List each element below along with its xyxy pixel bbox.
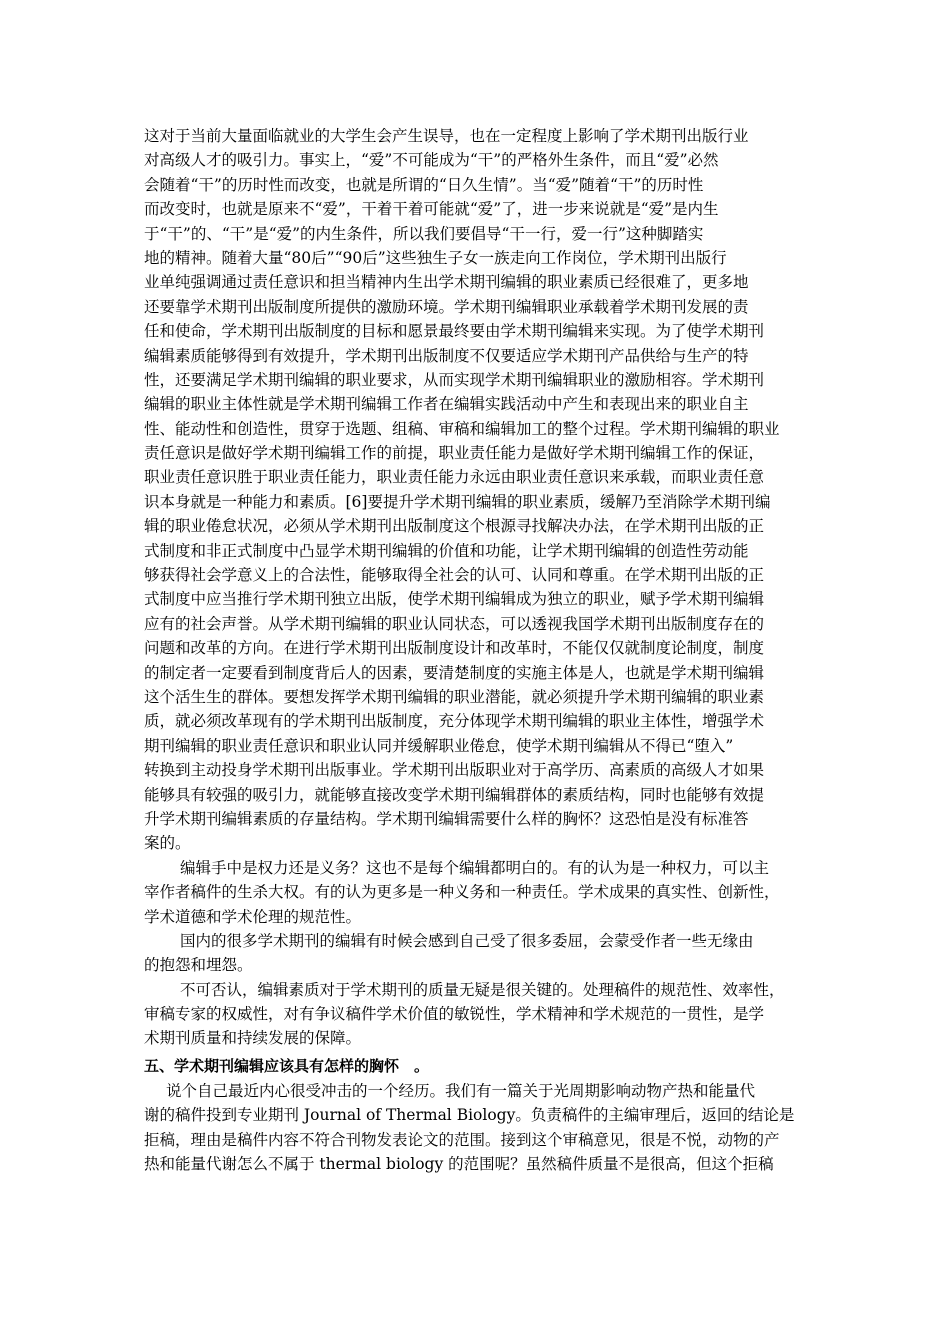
text-line: 职业责任意识胜于职业责任能力，职业责任能力永远由职业责任意识来承载，而职业责任意 — [144, 468, 765, 487]
text-line: 能够具有较强的吸引力，就能够直接改变学术期刊编辑群体的素质结构，同时也能够有效提 — [144, 785, 765, 804]
text-line: 问题和改革的方向。在进行学术期刊出版制度设计和改革时，不能仅仅就制度论制度，制度 — [144, 639, 765, 658]
text-line: 说个自己最近内心很受冲击的一个经历。我们有一篇关于光周期影响动物产热和能量代 — [166, 1081, 756, 1100]
text-line: 对高级人才的吸引力。事实上，“爱”不可能成为“干”的严格外生条件，而且“爱”必然 — [144, 151, 719, 170]
text-line: 式制度中应当推行学术期刊独立出版，使学术期刊编辑成为独立的职业，赋予学术期刊编辑 — [144, 590, 765, 609]
text-line: 会随着“干”的历时性而改变，也就是所谓的“日久生情”。当“爱”随着“干”的历时性 — [144, 175, 704, 194]
text-line: 的制定者一定要看到制度背后人的因素，要清楚制度的实施主体是人，也就是学术期刊编辑 — [144, 663, 765, 682]
text-line: 识本身就是一种能力和素质。[6]要提升学术期刊编辑的职业素质，缓解乃至消除学术期刊编 — [144, 492, 771, 511]
text-line: 学术道德和学术伦理的规范性。 — [144, 907, 362, 926]
text-line: 编辑素质能够得到有效提升，学术期刊出版制度不仅要适应学术期刊产品供给与生产的特 — [144, 346, 749, 365]
text-line: 审稿专家的权威性，对有争议稿件学术价值的敏锐性，学术精神和学术规范的一贯性，是学 — [144, 1005, 765, 1024]
text-line: 还要靠学术期刊出版制度所提供的激励环境。学术期刊编辑职业承载着学术期刊发展的责 — [144, 297, 749, 316]
text-line: 谢的稿件投到专业期刊 Journal of Thermal Biology。负责稿件的主编审理后，返回的结论是 — [144, 1106, 795, 1125]
paragraph-continuation — [144, 124, 812, 856]
text-line: 辑的职业倦怠状况，必须从学术期刊出版制度这个根源寻找解决办法，在学术期刊出版的正 — [144, 517, 765, 536]
paragraph-editor-grievance — [144, 929, 812, 978]
paragraph-personal-experience — [144, 1079, 812, 1177]
text-line: 的抱怨和埋怨。 — [144, 956, 253, 975]
text-line: 这对于当前大量面临就业的大学生会产生误导，也在一定程度上影响了学术期刊出版行业 — [144, 127, 749, 145]
text-line: 拒稿，理由是稿件内容不符合刊物发表论文的范围。接到这个审稿意见，很是不悦，动物的产 — [144, 1130, 780, 1149]
text-line: 编辑手中是权力还是义务？这也不是每个编辑都明白的。有的认为是一种权力，可以主 — [180, 858, 770, 877]
text-line: 术期刊质量和持续发展的保障。 — [144, 1029, 362, 1048]
text-line: 编辑的职业主体性就是学术期刊编辑工作者在编辑实践活动中产生和表现出来的职业自主 — [144, 395, 749, 414]
text-line: 任和使命，学术期刊出版制度的目标和愿景最终要由学术期刊编辑来实现。为了使学术期刊 — [144, 322, 765, 341]
section-heading-five: 五、学术期刊编辑应该具有怎样的胸怀 。 — [144, 1056, 430, 1075]
text-line: 转换到主动投身学术期刊出版事业。学术期刊出版职业对于高学历、高素质的高级人才如果 — [144, 761, 765, 780]
text-line: 性、能动性和创造性，贯穿于选题、组稿、审稿和编辑加工的整个过程。学术期刊编辑的职业 — [144, 419, 780, 438]
text-line: 质，就必须改革现有的学术期刊出版制度，充分体现学术期刊编辑的职业主体性，增强学术 — [144, 712, 765, 731]
text-line: 性，还要满足学术期刊编辑的职业要求，从而实现学术期刊编辑职业的激励相容。学术期刊 — [144, 370, 765, 389]
text-line: 宰作者稿件的生杀大权。有的认为更多是一种义务和一种责任。学术成果的真实性、创新性， — [144, 883, 780, 902]
text-line: 国内的很多学术期刊的编辑有时候会感到自己受了很多委屈，会蒙受作者一些无缘由 — [180, 931, 754, 950]
text-line: 地的精神。随着大量“80后”“90后”这些独生子女一族走向工作岗位，学术期刊出版行 — [144, 248, 727, 267]
paragraph-editor-power — [144, 856, 812, 929]
document-body — [144, 124, 812, 1176]
text-line: 升学术期刊编辑素质的存量结构。学术期刊编辑需要什么样的胸怀？这恐怕是没有标准答 — [144, 809, 749, 828]
text-line: 热和能量代谢怎么不属于 thermal biology 的范围呢？虽然稿件质量不是很高，但这个拒稿 — [144, 1155, 774, 1174]
text-line: 而改变时，也就是原来不“爱”，干着干着可能就“爱”了，进一步来说就是“爱”是内生 — [144, 200, 719, 219]
text-line: 业单纯强调通过责任意识和担当精神内生出学术期刊编辑的职业素质已经很难了，更多地 — [144, 273, 749, 292]
text-line: 式制度和非正式制度中凸显学术期刊编辑的价值和功能，让学术期刊编辑的创造性劳动能 — [144, 541, 749, 560]
text-line: 期刊编辑的职业责任意识和职业认同并缓解职业倦怠，使学术期刊编辑从不得已“堕入” — [144, 736, 734, 755]
text-line: 够获得社会学意义上的合法性，能够取得全社会的认可、认同和尊重。在学术期刊出版的正 — [144, 566, 765, 585]
text-line: 不可否认，编辑素质对于学术期刊的质量无疑是很关键的。处理稿件的规范性、效率性， — [180, 980, 785, 999]
text-line: 于“干”的、“干”是“爱”的内生条件，所以我们要倡导“干一行，爱一行”这种脚踏实 — [144, 224, 704, 243]
paragraph-editor-quality — [144, 978, 812, 1051]
text-line: 这个活生生的群体。要想发挥学术期刊编辑的职业潜能，就必须提升学术期刊编辑的职业素 — [144, 687, 765, 706]
text-line: 责任意识是做好学术期刊编辑工作的前提，职业责任能力是做好学术期刊编辑工作的保证， — [144, 444, 765, 463]
text-line: 案的。 — [144, 834, 191, 853]
text-line: 应有的社会声誉。从学术期刊编辑的职业认同状态，可以透视我国学术期刊出版制度存在的 — [144, 614, 765, 633]
